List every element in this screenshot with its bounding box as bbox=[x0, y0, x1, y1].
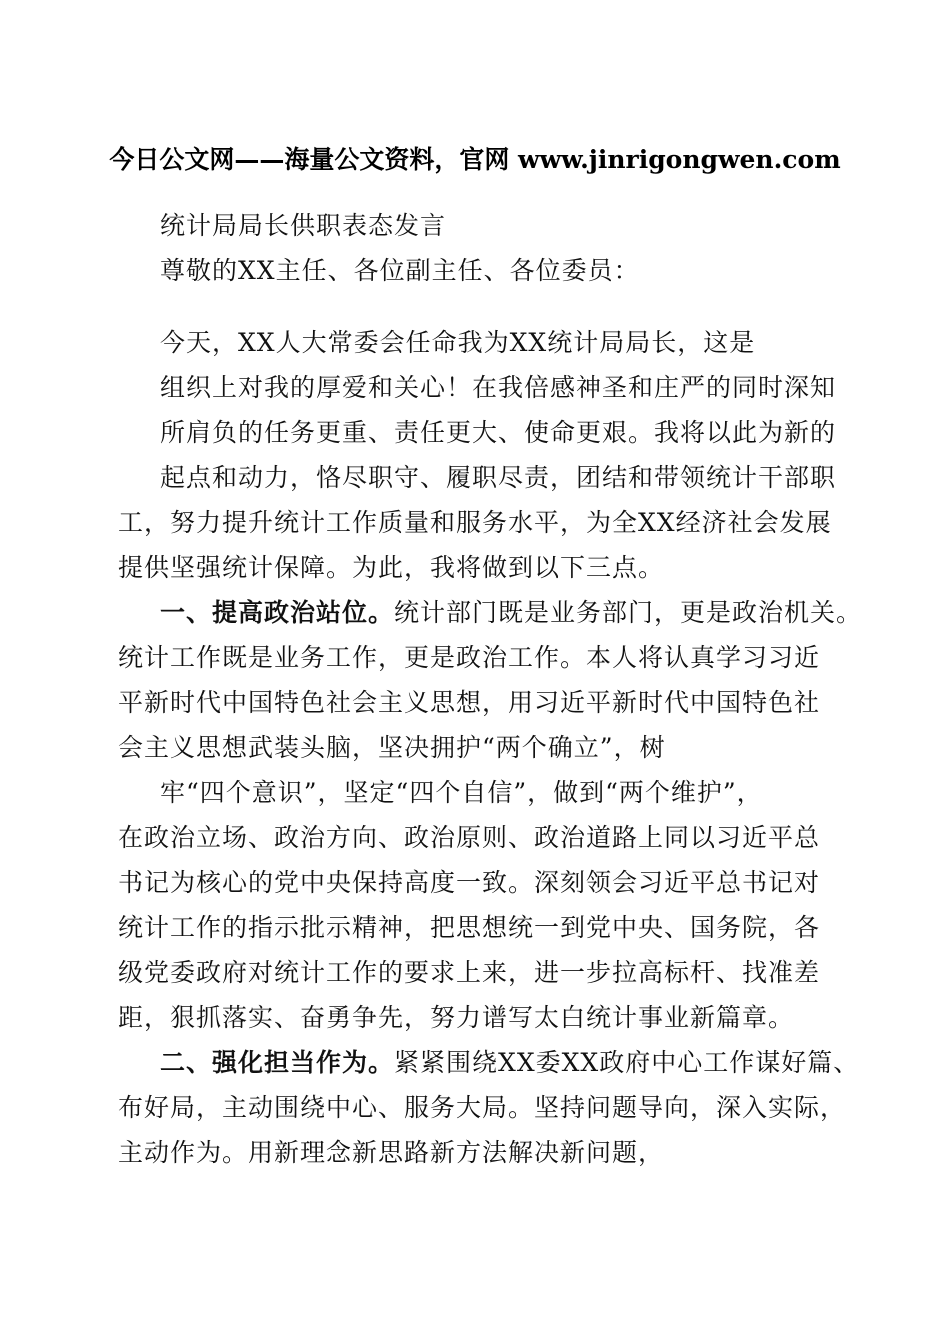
site-header: 今日公文网——海量公文资料，官网 www.jinrigongwen.com bbox=[109, 145, 841, 174]
intro-line: 组织上对我的厚爱和关心！在我倍感神圣和庄严的同时深知 bbox=[160, 373, 837, 402]
section2-heading: 二、强化担当作为。 bbox=[160, 1048, 395, 1077]
section1-line: 书记为核心的党中央保持高度一致。深刻领会习近平总书记对 bbox=[118, 868, 821, 897]
section1-line: 牢“四个意识”，坚定“四个自信”，做到“两个维护”， bbox=[160, 778, 763, 807]
section1-line: 统计工作的指示批示精神，把思想统一到党中央、国务院，各 bbox=[118, 913, 821, 942]
greeting: 尊敬的XX主任、各位副主任、各位委员： bbox=[160, 256, 640, 285]
section2-line: 布好局，主动围绕中心、服务大局。坚持问题导向，深入实际， bbox=[118, 1093, 847, 1122]
intro-line: 提供坚强统计保障。为此，我将做到以下三点。 bbox=[118, 553, 665, 582]
document-title: 统计局局长供职表态发言 bbox=[160, 211, 447, 240]
intro-line: 今天，XX人大常委会任命我为XX统计局局长，这是 bbox=[160, 328, 756, 357]
intro-line: 工，努力提升统计工作质量和服务水平，为全XX经济社会发展 bbox=[118, 508, 832, 537]
section1-line: 平新时代中国特色社会主义思想，用习近平新时代中国特色社 bbox=[118, 688, 821, 717]
section2-first-line bbox=[160, 1046, 859, 1080]
section1-line: 统计工作既是业务工作，更是政治工作。本人将认真学习习近 bbox=[118, 643, 821, 672]
intro-line: 起点和动力，恪尽职守、履职尽责，团结和带领统计干部职 bbox=[160, 463, 837, 492]
section1-heading: 一、提高政治站位。 bbox=[160, 598, 395, 627]
section1-line: 会主义思想武装头脑，坚决拥护“两个确立”，树 bbox=[118, 733, 666, 762]
section1-line: 距，狠抓落实、奋勇争先，努力谱写太白统计事业新篇章。 bbox=[118, 1003, 795, 1032]
section1-line: 级党委政府对统计工作的要求上来，进一步拉高标杆、找准差 bbox=[118, 958, 821, 987]
section2-line: 主动作为。用新理念新思路新方法解决新问题， bbox=[118, 1138, 665, 1167]
intro-line: 所肩负的任务更重、责任更大、使命更艰。我将以此为新的 bbox=[160, 418, 837, 447]
section2-lead: 紧紧围绕XX委XX政府中心工作谋好篇、 bbox=[394, 1048, 860, 1077]
section1-lead: 统计部门既是业务部门，更是政治机关。 bbox=[394, 598, 863, 627]
section1-line: 在政治立场、政治方向、政治原则、政治道路上同以习近平总 bbox=[118, 823, 821, 852]
section1-first-line bbox=[160, 596, 862, 630]
